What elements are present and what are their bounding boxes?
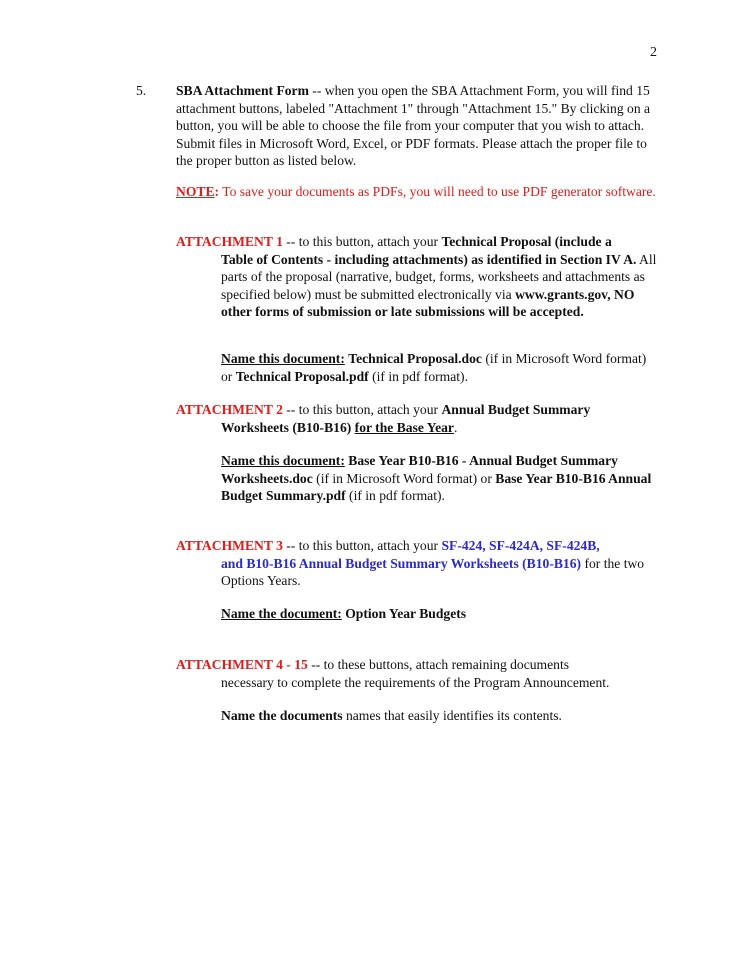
attachment-3-blue1: SF-424, SF-424A, SF-424B, xyxy=(441,538,600,553)
attachment-2-name-label: Name this document: xyxy=(221,453,345,468)
attachment-2-paragraph xyxy=(176,401,661,436)
attachment-1-bold1: Technical Proposal (include a xyxy=(441,234,612,249)
attachment-2-end: . xyxy=(453,419,458,435)
page-number: 2 xyxy=(650,45,657,60)
attachment-3-paragraph xyxy=(176,537,661,590)
attachment-4-15-name-text: names that easily identifies its contents. xyxy=(342,708,562,723)
list-item-number: 5. xyxy=(136,83,147,98)
attachment-2-bold1: Annual Budget Summary xyxy=(441,402,591,417)
attachment-4-15-lead: -- to these buttons, attach remaining documents xyxy=(307,657,570,672)
attachment-1-name-file1: Technical Proposal.doc xyxy=(348,351,482,366)
attachment-1-name-line xyxy=(221,350,661,385)
attachment-2-name-end: (if in pdf format). xyxy=(345,488,445,503)
note-paragraph xyxy=(176,183,661,201)
note-colon: : xyxy=(214,184,220,199)
attachment-4-15-name-label: Name the documents xyxy=(221,708,343,723)
attachment-3-label: ATTACHMENT 3 xyxy=(176,538,283,553)
attachment-1-bold2: Table of Contents - including attachments) as identified in Section IV A. xyxy=(221,251,637,267)
attachment-2-name-file1: Base Year B10-B16 - Annual Budget Summary Worksheets.doc xyxy=(221,453,618,486)
attachment-1-name-file2: Technical Proposal.pdf xyxy=(235,368,369,384)
attachment-3-lead: -- to this button, attach your xyxy=(282,538,442,553)
attachment-1-lead: -- to this button, attach your xyxy=(282,234,442,249)
attachment-1-mid: All parts of the proposal (narrative, budget, forms, worksheets and attachments as specified below) must be submitted electronically via xyxy=(221,251,657,302)
attachment-3-name-value: Option Year Budgets xyxy=(345,606,467,621)
attachment-1-bold3: www.grants.gov, NO other forms of submission or late submissions will be accepted. xyxy=(221,286,635,319)
attachment-2-lead: -- to this button, attach your xyxy=(282,402,442,417)
attachment-1-paragraph xyxy=(176,233,661,321)
attachment-4-15-rest: necessary to complete the requirements of the Program Announcement. xyxy=(221,674,610,690)
attachment-1-label: ATTACHMENT 1 xyxy=(176,234,283,249)
attachment-1-name-mid: (if in Microsoft Word format) or xyxy=(221,351,647,384)
attachment-3-name-label: Name the document: xyxy=(221,606,342,621)
attachment-4-15-paragraph xyxy=(176,656,661,691)
attachment-1-name-end: (if in pdf format). xyxy=(368,368,468,384)
item-heading: SBA Attachment Form xyxy=(176,83,309,98)
attachment-3-blue2: and B10-B16 Annual Budget Summary Worksheets (B10-B16) xyxy=(221,555,582,571)
attachment-2-name-file2: Base Year B10-B16 Annual Budget Summary.pdf xyxy=(221,470,652,503)
attachment-2-name-line xyxy=(221,452,661,505)
attachment-3-name-line xyxy=(221,605,661,623)
attachment-3-end: for the two Options Years. xyxy=(221,555,645,588)
attachment-2-name-mid: (if in Microsoft Word format) or xyxy=(312,470,496,486)
attachment-1-name-label: Name this document: xyxy=(221,351,345,366)
item-intro: -- when you open the SBA Attachment Form, you will find 15 attachment buttons, labeled "Attachment 1" through "Attachment 15." By clicking on a button, you will be able to choose the file from your computer that you wish to attach. Submit files in Microsoft Word, Excel, or PDF formats. Please attach the proper file to the proper button as listed below. xyxy=(176,83,651,168)
attachment-4-15-label: ATTACHMENT 4 - 15 xyxy=(176,657,308,672)
sba-attachment-form-paragraph xyxy=(176,82,661,170)
attachment-2-underlined: for the Base Year xyxy=(354,419,454,435)
note-label: NOTE xyxy=(176,184,215,199)
attachment-4-15-name-line xyxy=(221,707,661,725)
note-text: To save your documents as PDFs, you will need to use PDF generator software. xyxy=(219,184,656,199)
attachment-2-label: ATTACHMENT 2 xyxy=(176,402,283,417)
attachment-2-bold2: Worksheets (B10-B16) xyxy=(221,419,355,435)
